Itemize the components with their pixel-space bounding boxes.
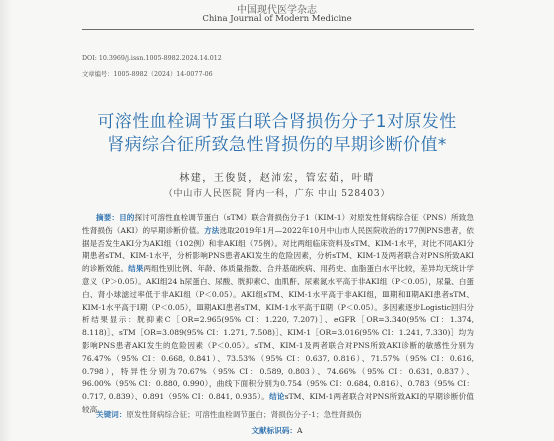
objective-text: 探讨可溶性血栓调节蛋白（sTM）联合肾损伤分子1（KIM-1）对原发性肾病综合征（PNS）所致急性肾损伤（AKI）的早期诊断价值。 — [82, 213, 475, 235]
authors: 林建，王俊贤，赵沛宏，管宏茹，叶晴 — [179, 173, 375, 184]
result-label: 结果 — [128, 264, 144, 274]
journal-name-cn: 中国现代医学杂志 — [237, 5, 317, 16]
objective-label: 目的 — [119, 213, 135, 222]
method-text: 选取2019年1月—2022年10月中山市人民医院收治的177例PNS患者，依据是否发生AKI分为AKI组（102例）和非AKI组（75例）。对比两组临床资料及sTM、KIM-1水平，对比不同AKI分期患者sTM、KIM-1水平，分析影响PNS患者AKI发生的危险因素，分析sTM、KIM-1及两者联合对PNS所致AKI的诊断效能。 — [82, 225, 475, 274]
document-code — [0, 425, 554, 436]
affiliation: （中山市人民医院 肾内一科，广东 中山 528403） — [163, 189, 391, 199]
article-number: 文章编号：1005-8982（2024）14-0077-06 — [82, 71, 213, 78]
conclusion-text: sTM、KIM-1两者联合对PNS所致AKI的早期诊断价值较高。 — [82, 392, 475, 414]
document-code-label: 文献标识码： — [251, 426, 298, 435]
method-label: 方法 — [204, 225, 220, 235]
abstract — [82, 212, 474, 417]
article-title-line-1: 可溶性血栓调节蛋白联合肾损伤分子1对原发性 — [97, 112, 457, 132]
keywords-label: 关键词： — [96, 410, 127, 419]
result-text: 两组性别比例、年龄、体质量指数、合并基础疾病、用药史、血脂蛋白水平比较，差异均无统计学意义（P＞0.05）。AKI组24 h尿蛋白、尿酸、胱抑素C、血肌酐、尿素氮水平高于非AKI组（P＜0.05），尿量、白蛋白、肾小球滤过率低于非AKI组（P＜0.05）。AKI组sTM、KIM-1水平高于非AKI组，Ⅲ期和Ⅱ期AKI患者sTM、KIM-1水平高于Ⅰ期（P＜0.05），Ⅲ期AKI患者sTM、KIM-1水平高于Ⅱ期（P＜0.05）。多因素逐步Logistic回归分析结果显示：胱抑素C［OR=2.965(95% CI：1.220, 7.207)］、eGFR［OR=3.340(95% CI：1.374, 8.118)］、sTM［OR=3.089(95% CI：1.271, 7.508)］、KIM-1［OR=3.016(95% CI：1.241, 7.330)］均为影响PNS患者AKI发生的危险因素（P＜0.05）。sTM、KIM-1及两者联合对PNS所致AKI诊断的敏感性分别为76.47%（95% CI：0.668, 0.841）、73.53%（95% CI：0.637, 0.816）、71.57%（95% CI：0.616, 0.798），特异性分别为70.67%（95% CI：0.589, 0.803）、74.66%（95% CI：0.631, 0.837）、96.00%（95% CI：0.880, 0.990），曲线下面积分别为0.754（95% CI：0.684, 0.816）、0.783（95% CI：0.717, 0.839）、0.891（95% CI：0.841, 0.935）。 — [82, 264, 475, 402]
abstract-label: 摘要： — [96, 213, 120, 222]
keywords — [96, 409, 476, 420]
abstract-paragraph — [82, 212, 474, 417]
page-edge-shadow — [0, 0, 12, 441]
article-title-line-2: 肾病综合征所致急性肾损伤的早期诊断价值* — [107, 135, 447, 155]
header-rule — [82, 29, 474, 30]
keywords-text: 原发性肾病综合征；可溶性血栓调节蛋白；肾损伤分子-1；急性肾损伤 — [126, 410, 362, 419]
journal-name-en: China Journal of Modern Medicine — [202, 14, 352, 24]
conclusion-label: 结论 — [269, 392, 285, 402]
document-code-value: A — [297, 426, 303, 435]
doi: DOI: 10.3969/j.issn.1005-8982.2024.14.012 — [82, 55, 222, 62]
